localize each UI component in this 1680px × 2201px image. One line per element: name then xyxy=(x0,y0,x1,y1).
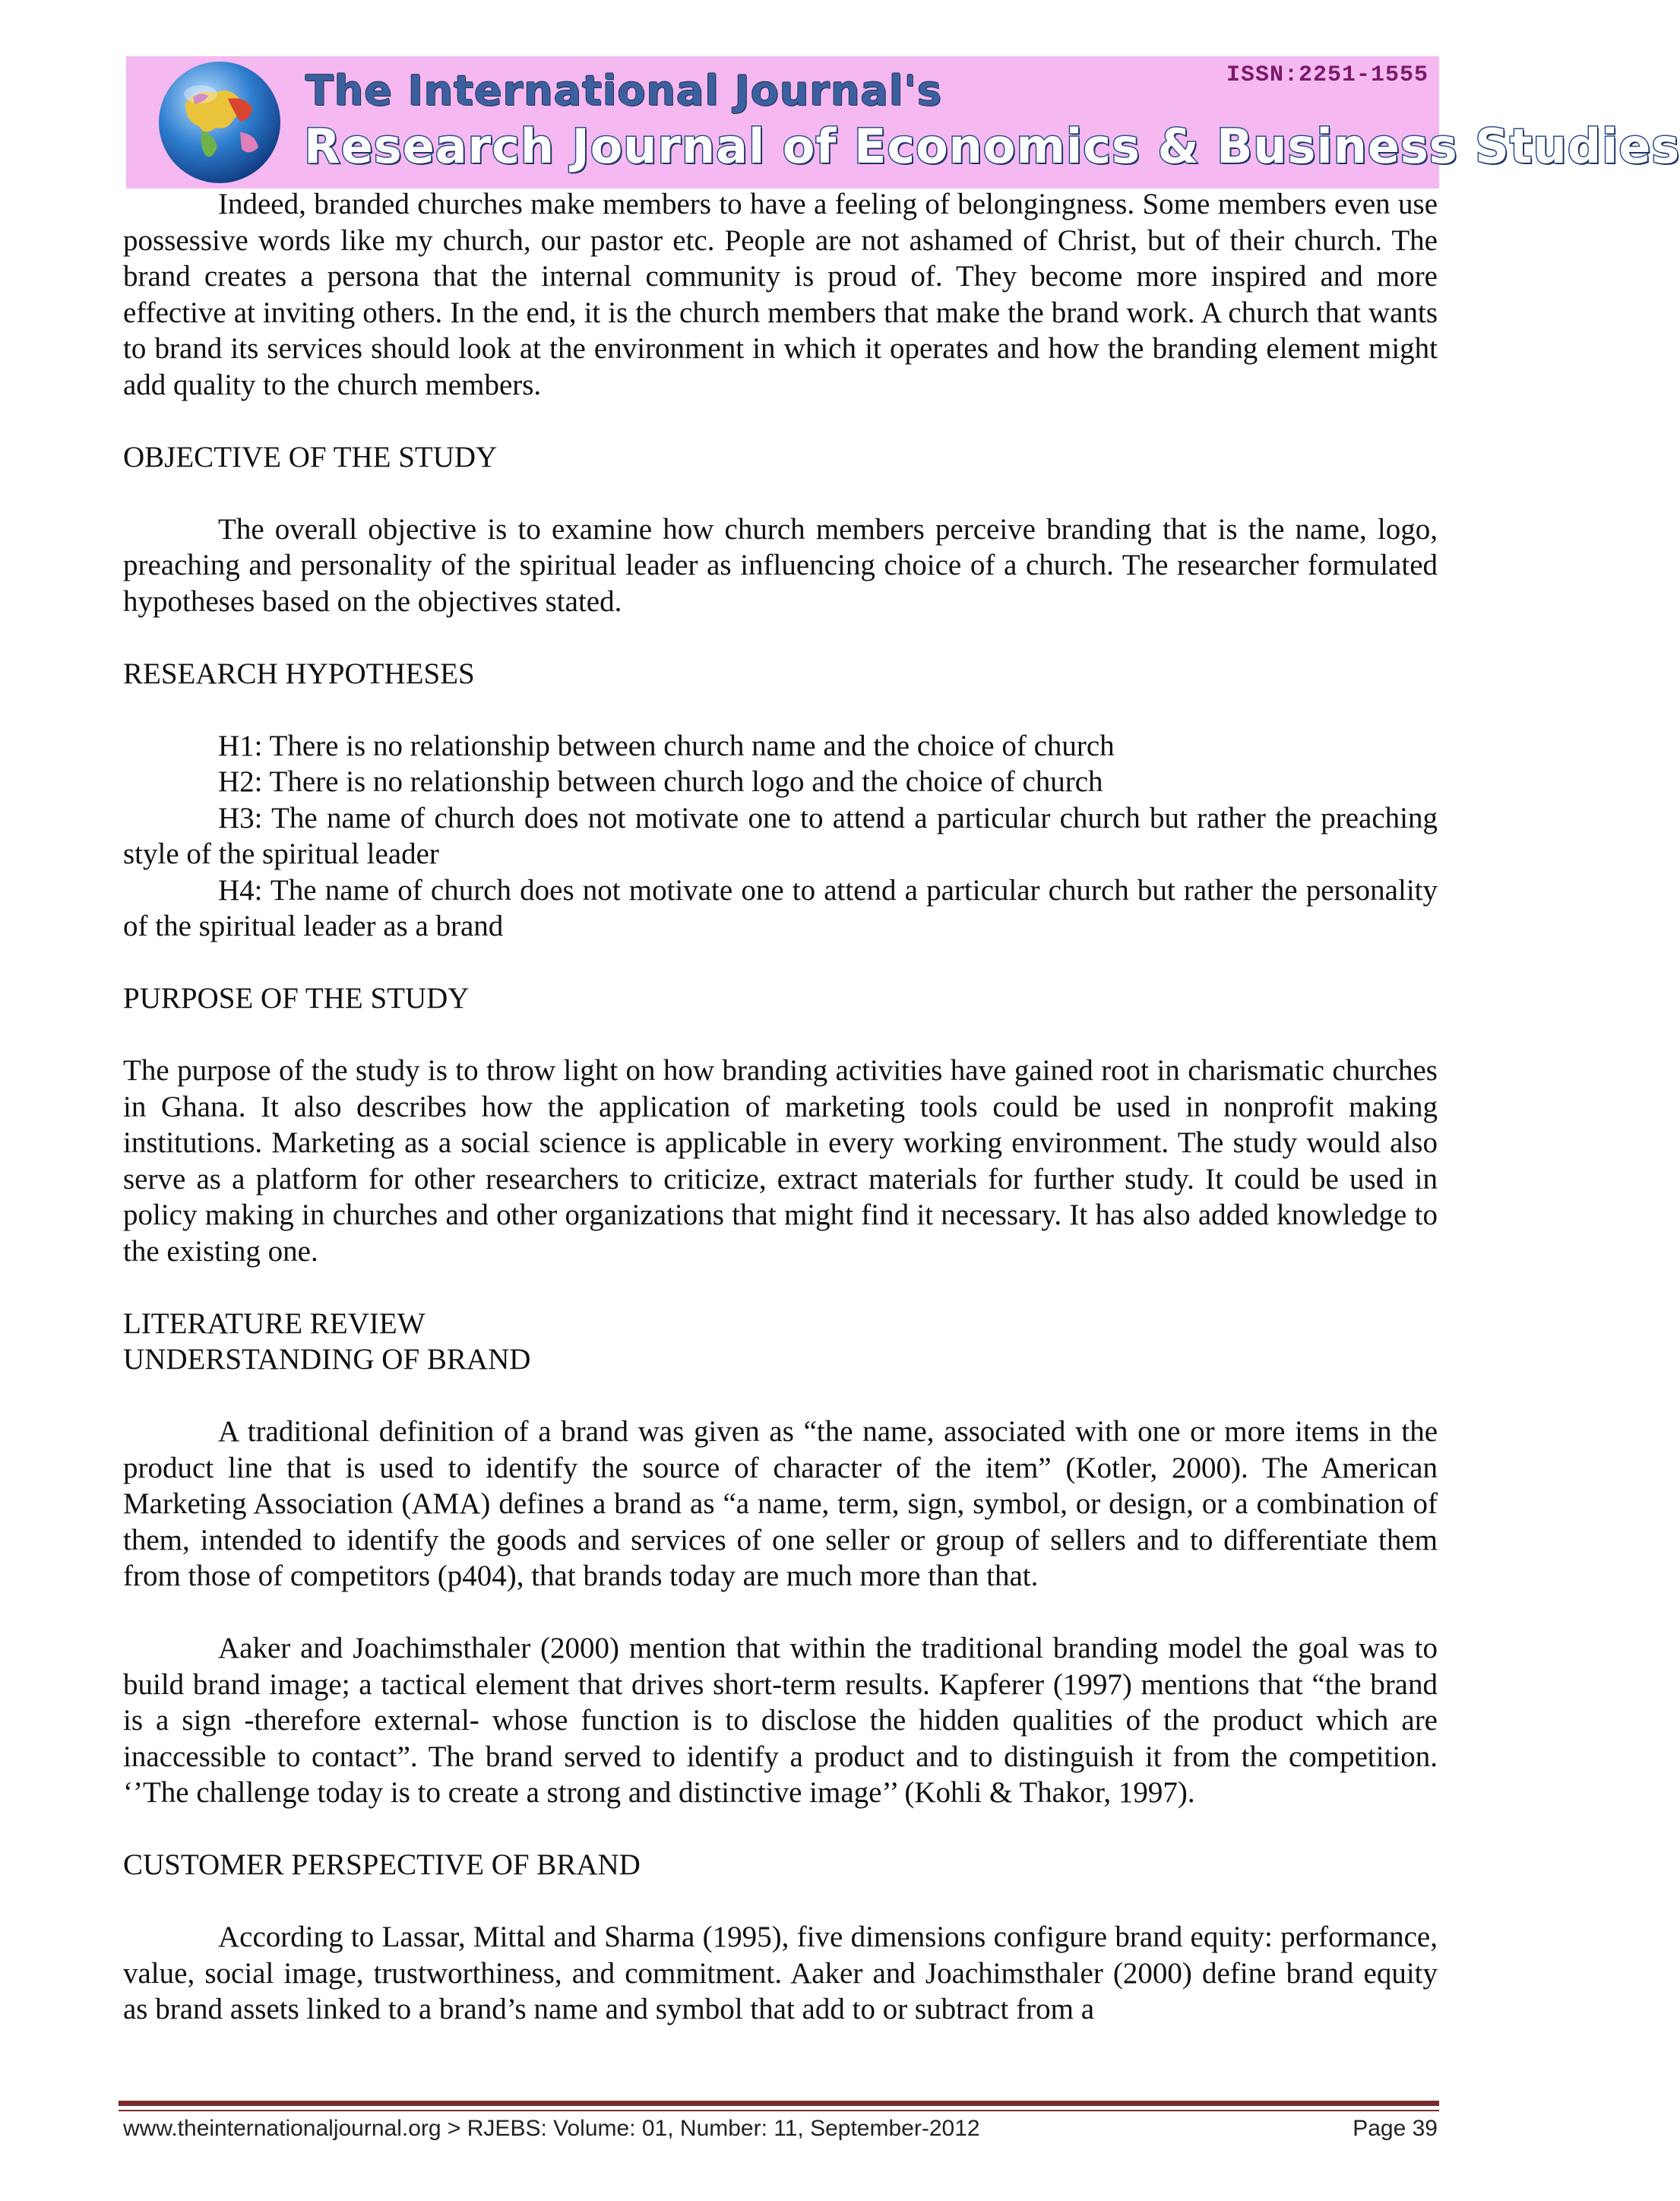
hypothesis-h3: H3: The name of church does not motivate one to attend a particular church but rather the preaching style of the spiritual leader xyxy=(123,801,1438,870)
paragraph-aaker: Aaker and Joachimsthaler (2000) mention that within the traditional branding model the goal was to build brand image; a tactical element that drives short-term results. Kapferer (1997) mentions that “the brand is a sign -therefore external- whose function is to disclose the hidden qualities of the product which are inaccessible to contact”. The brand served to identify a product and to distinguish it from the competition. ‘’The challenge today is to create a strong and distinctive image’’ (Kohli & Thakor, 1997). xyxy=(123,1632,1438,1809)
heading-objective: OBJECTIVE OF THE STUDY xyxy=(123,440,498,473)
paragraph-brand-definition: A traditional definition of a brand was given as “the name, associated with one or more items in the product line that is used to identify the source of character of the item” (Kotler, 2000). The American Marketing Association (AMA) defines a brand as “a name, term, sign, symbol, or design, or a combination of them, intended to identify the goods and services of one seller or group of sellers and to differentiate them from those of competitors (p404), that brands today are much more than that. xyxy=(123,1415,1438,1592)
paragraph-belongingness: Indeed, branded churches make members to have a feeling of belongingness. Some members even use possessive words like my church, our pastor etc. People are not ashamed of Christ, but of their church. The brand creates a persona that the internal community is proud of. They become more inspired and more effective at inviting others. In the end, it is the church members that make the brand work. A church that wants to brand its services should look at the environment in which it operates and how the branding element might add quality to the church members. xyxy=(123,188,1438,401)
footer-citation: www.theinternationaljournal.org > RJEBS: Volume: 01, Number: 11, September-2012 xyxy=(123,2116,980,2141)
issn-label: ISSN:2251-1555 xyxy=(1226,62,1428,88)
globe-icon xyxy=(155,58,284,187)
journal-title: The International Journal's xyxy=(305,67,943,115)
heading-understanding-brand: UNDERSTANDING OF BRAND xyxy=(123,1343,531,1376)
hypothesis-h2: H2: There is no relationship between church logo and the choice of church xyxy=(218,765,1103,798)
article-body xyxy=(123,186,1438,2028)
paragraph-objective: The overall objective is to examine how church members perceive branding that is the name, logo, preaching and personality of the spiritual leader as influencing choice of a church. The researcher formulated hypotheses based on the objectives stated. xyxy=(123,512,1438,618)
heading-purpose: PURPOSE OF THE STUDY xyxy=(123,982,470,1015)
footer-rule-thin xyxy=(119,2110,1439,2111)
hypothesis-h4: H4: The name of church does not motivate one to attend a particular church but rather the personality of the spiritual leader as a brand xyxy=(123,873,1438,942)
heading-literature-review: LITERATURE REVIEW xyxy=(123,1306,426,1340)
footer-rule xyxy=(119,2101,1439,2106)
heading-hypotheses: RESEARCH HYPOTHESES xyxy=(123,657,475,690)
journal-banner xyxy=(126,56,1680,188)
heading-customer-perspective: CUSTOMER PERSPECTIVE OF BRAND xyxy=(123,1848,641,1881)
page-number: Page 39 xyxy=(1353,2116,1438,2141)
paragraph-purpose: The purpose of the study is to throw light on how branding activities have gained root in charismatic churches in Ghana. It also describes how the application of marketing tools could be used in nonprofit making institutions. Marketing as a social science is applicable in every working environment. The study would also serve as a platform for other researchers to criticize, extract materials for further study. It could be used in policy making in churches and other organizations that might find it necessary. It has also added knowledge to the existing one. xyxy=(123,1054,1438,1268)
journal-subtitle: Research Journal of Economics & Business Studies xyxy=(304,119,1680,174)
paragraph-lassar: According to Lassar, Mittal and Sharma (1995), five dimensions configure brand equity: performance, value, social image, trustworthiness, and commitment. Aaker and Joachimsthaler (2000) define brand equity as brand assets linked to a brand’s name and symbol that add to or subtract from a xyxy=(123,1921,1438,2025)
hypothesis-h1: H1: There is no relationship between church name and the choice of church xyxy=(218,729,1115,762)
